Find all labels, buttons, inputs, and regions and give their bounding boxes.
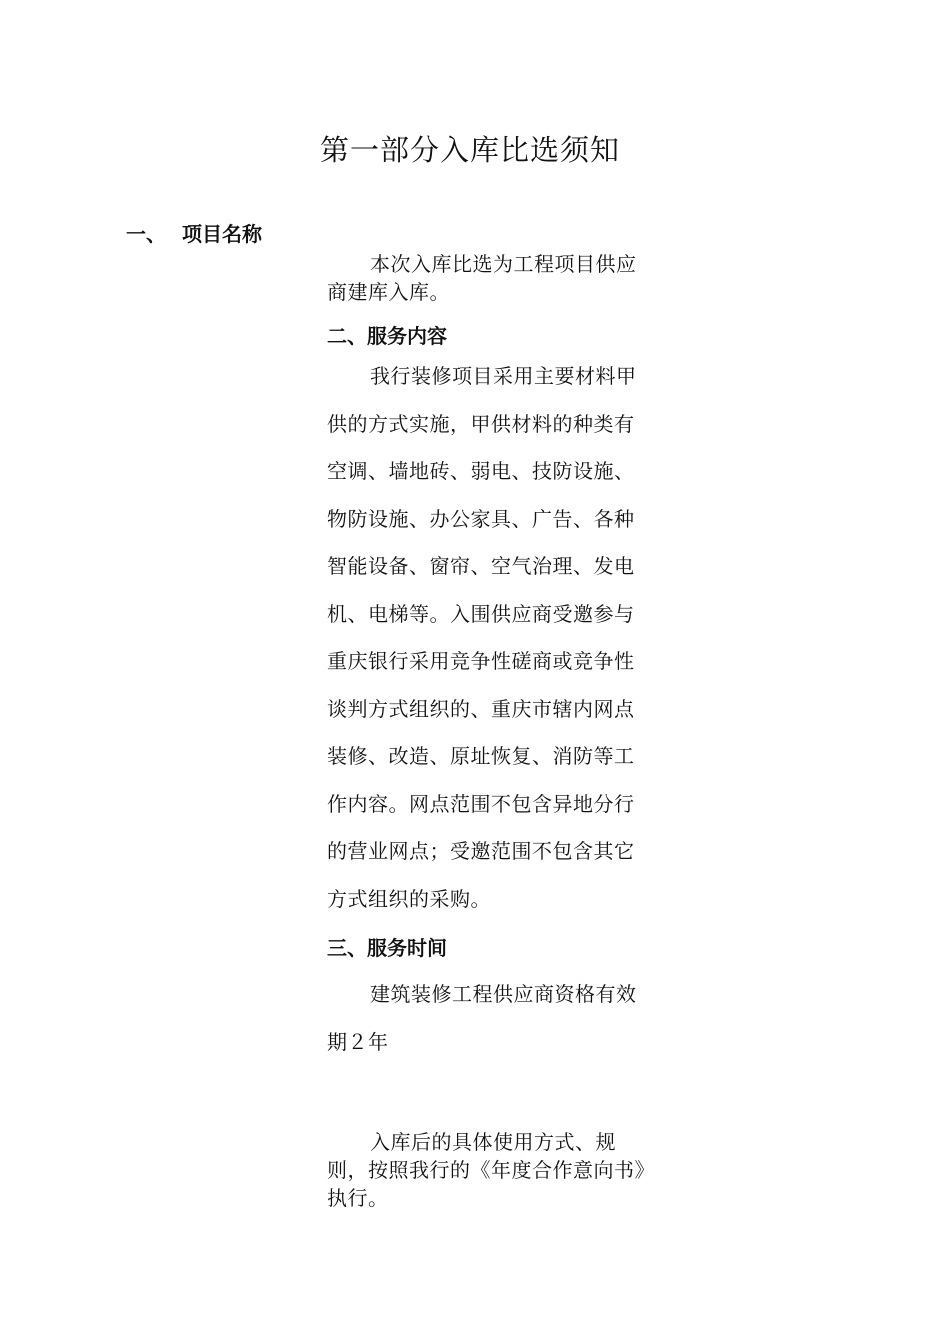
page-title: 第一部分入库比选须知 [319, 133, 620, 167]
section-2-body: 我行装修项目采用主要材料甲供的方式实施，甲供材料的种类有空调、墙地砖、弱电、技防设施、物防设施、办公家具、广告、各种智能设备、窗帘、空气治理、发电机、电梯等。入围供应商受邀参与重庆银行采用竞争性磋商或竞争性谈判方式组织的、重庆市辖内网点装修、改造、原址恢复、消防等工作内容。网点范围不包含异地分行的营业网点；受邀范围不包含其它方式组织的采购。 [327, 364, 637, 911]
section-2-heading-block [327, 322, 652, 350]
closing-block [327, 1128, 652, 1212]
section-1-title: 项目名称 [182, 222, 262, 246]
closing-paragraph: 入库后的具体使用方式、规则，按照我行的《年度合作意向书》执行。 [327, 1130, 645, 1210]
section-3-body: 建筑装修工程供应商资格有效期２年 [327, 982, 637, 1054]
section-1-body: 本次入库比选为工程项目供应商建库入库。 [327, 252, 637, 304]
section-3-heading-block [327, 934, 652, 962]
section-1-heading [126, 218, 262, 247]
section-3-heading: 三、服务时间 [327, 936, 447, 960]
section-2-heading: 二、服务内容 [327, 324, 447, 348]
section-3-body-block [327, 971, 652, 1066]
section-1-number: 一、 [126, 222, 166, 246]
section-2-body-block [327, 353, 652, 923]
section-1-body-block [327, 250, 652, 306]
